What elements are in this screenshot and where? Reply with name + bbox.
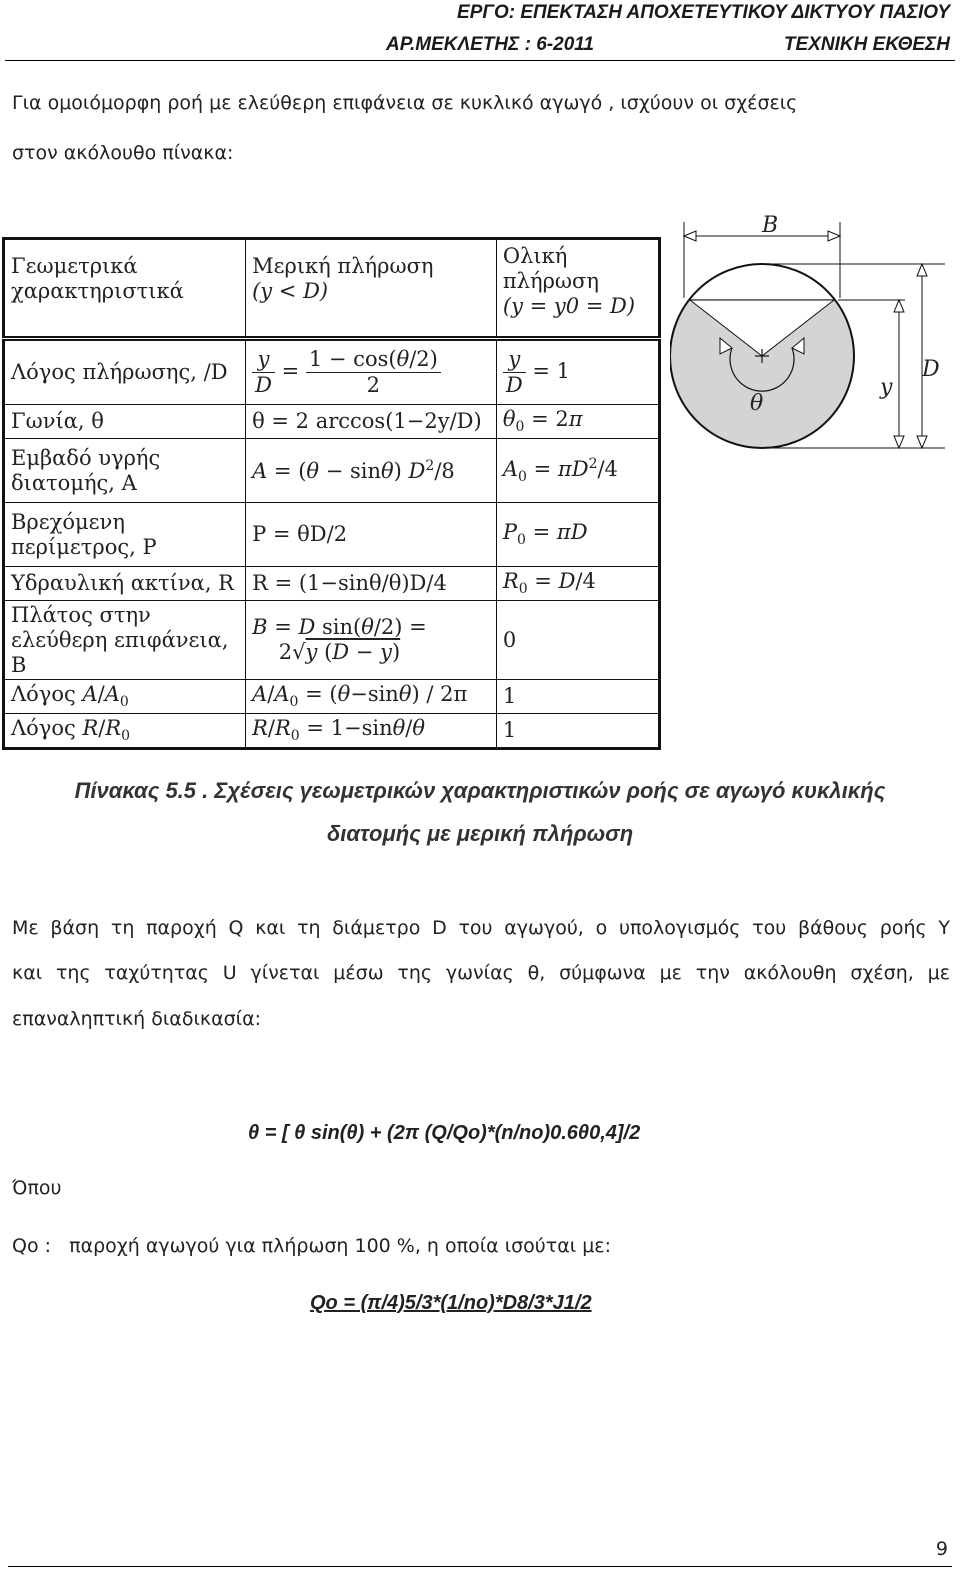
footer-rule xyxy=(8,1566,952,1567)
row-label: Βρεχόμενη περίμετρος, P xyxy=(4,503,246,567)
row-full: $\theta_0 = 2\pi$ xyxy=(496,405,659,439)
row-full: 0 xyxy=(496,601,659,680)
row-label: Γωνία, θ xyxy=(4,405,246,439)
table-row xyxy=(4,503,660,567)
table-row xyxy=(4,439,660,503)
header-full: Ολική πλήρωση (y = y0 = D) xyxy=(496,239,659,339)
label-D: D xyxy=(922,357,940,382)
row-partial: A = (θ − sinθ) $D^2/8$ xyxy=(246,439,497,503)
caption-line-2: διατομής με μερική πλήρωση xyxy=(326,820,634,846)
table-row xyxy=(4,714,660,749)
body-line-1: Με βάση τη παροχή Q και τη διάμετρο D του αγωγού, ο υπολογισμός του βάθους ροής Y xyxy=(12,917,950,939)
row-partial: $A/A_0 = (\theta-\sin\theta) / 2\pi$ xyxy=(246,680,497,714)
project-title: ΕΡΓΟ: ΕΠΕΚΤΑΣΗ ΑΠΟΧΕΤΕΥΤΙΚΟΥ ΔΙΚΤΥΟΥ ΠΑΣΙΟΥ xyxy=(457,2,950,23)
row-full: 1 xyxy=(496,714,659,749)
body-line-3: επαναληπτική διαδικασία: xyxy=(12,1008,261,1030)
qo-definition xyxy=(12,1235,611,1258)
where-label: Όπου xyxy=(12,1177,62,1199)
header-geometric: Γεωμετρικά χαρακτηριστικά xyxy=(4,239,246,339)
row-label: Λόγος πλήρωσης, /D xyxy=(4,339,246,405)
row-label: Υδραυλική ακτίνα, R xyxy=(4,567,246,601)
row-full: 1 xyxy=(496,680,659,714)
table-row xyxy=(4,405,660,439)
pipe-cross-section-diagram xyxy=(670,208,955,458)
table-caption xyxy=(0,770,960,856)
row-label: Εμβαδό υγρής διατομής, A xyxy=(4,439,246,503)
table-row xyxy=(4,567,660,601)
intro-line-1: Για ομοιόμορφη ροή με ελεύθερη επιφάνεια σε κυκλικό αγωγό , ισχύουν οι σχέσεις xyxy=(12,92,798,114)
study-number: ΑΡ.ΜΕΚΛΕΤΗΣ : 6-2011 xyxy=(386,34,594,55)
header-partial: Μερική πλήρωση (y < D) xyxy=(246,239,497,339)
row-full: $\frac{y}{D}$ = 1 xyxy=(496,339,659,405)
table-row xyxy=(4,680,660,714)
intro-line-2: στον ακόλουθο πίνακα: xyxy=(12,142,234,164)
table-header-row xyxy=(4,239,660,339)
equation-theta: θ = [ θ sin(θ) + (2π (Q/Qo)*(n/no)0.6θ0,4]/2 xyxy=(248,1122,641,1144)
row-full: $A_0 = \pi D^2/4$ xyxy=(496,439,659,503)
row-partial: B = D sin(θ/2) = 2√y (D − y) xyxy=(246,601,497,680)
label-y: y xyxy=(880,375,893,400)
row-label: Πλάτος στην ελεύθερη επιφάνεια, B xyxy=(4,601,246,680)
row-partial: R = (1−sinθ/θ)D/4 xyxy=(246,567,497,601)
row-partial: $R/R_0 = 1-\sin\theta/\theta$ xyxy=(246,714,497,749)
row-partial: θ = 2 arccos(1−2y/D) xyxy=(246,405,497,439)
label-B: B xyxy=(762,213,779,238)
row-full: $P_0 = \pi D$ xyxy=(496,503,659,567)
row-partial: $\frac{y}{D}$ = $\frac{1 - \cos(\theta/2)}{2}$ xyxy=(246,339,497,405)
row-label: Λόγος $R/R_0$ xyxy=(4,714,246,749)
document-type: ΤΕΧΝΙΚΗ ΕΚΘΕΣΗ xyxy=(783,34,950,55)
row-partial: P = θD/2 xyxy=(246,503,497,567)
equation-qo: Qo = (π/4)5/3*(1/no)*D8/3*J1/2 xyxy=(310,1292,592,1314)
header-rule xyxy=(5,60,955,61)
table-row xyxy=(4,601,660,680)
qo-symbol: Qo : xyxy=(12,1235,52,1257)
body-line-2: και της ταχύτητας U γίνεται μέσω της γωνίας θ, σύμφωνα με την ακόλουθη σχέση, με xyxy=(12,962,950,984)
table-row xyxy=(4,339,660,405)
qo-description: παροχή αγωγού για πλήρωση 100 %, η οποία ισούται με: xyxy=(69,1235,611,1257)
geometry-table xyxy=(2,237,661,745)
label-theta: θ xyxy=(750,391,764,416)
caption-line-1: Πίνακας 5.5 . Σχέσεις γεωμετρικών χαρακτηριστικών ροής σε αγωγό κυκλικής xyxy=(74,778,886,803)
row-full: $R_0 = D/4$ xyxy=(496,567,659,601)
row-label: Λόγος $A/A_0$ xyxy=(4,680,246,714)
page-number: 9 xyxy=(935,1538,948,1560)
